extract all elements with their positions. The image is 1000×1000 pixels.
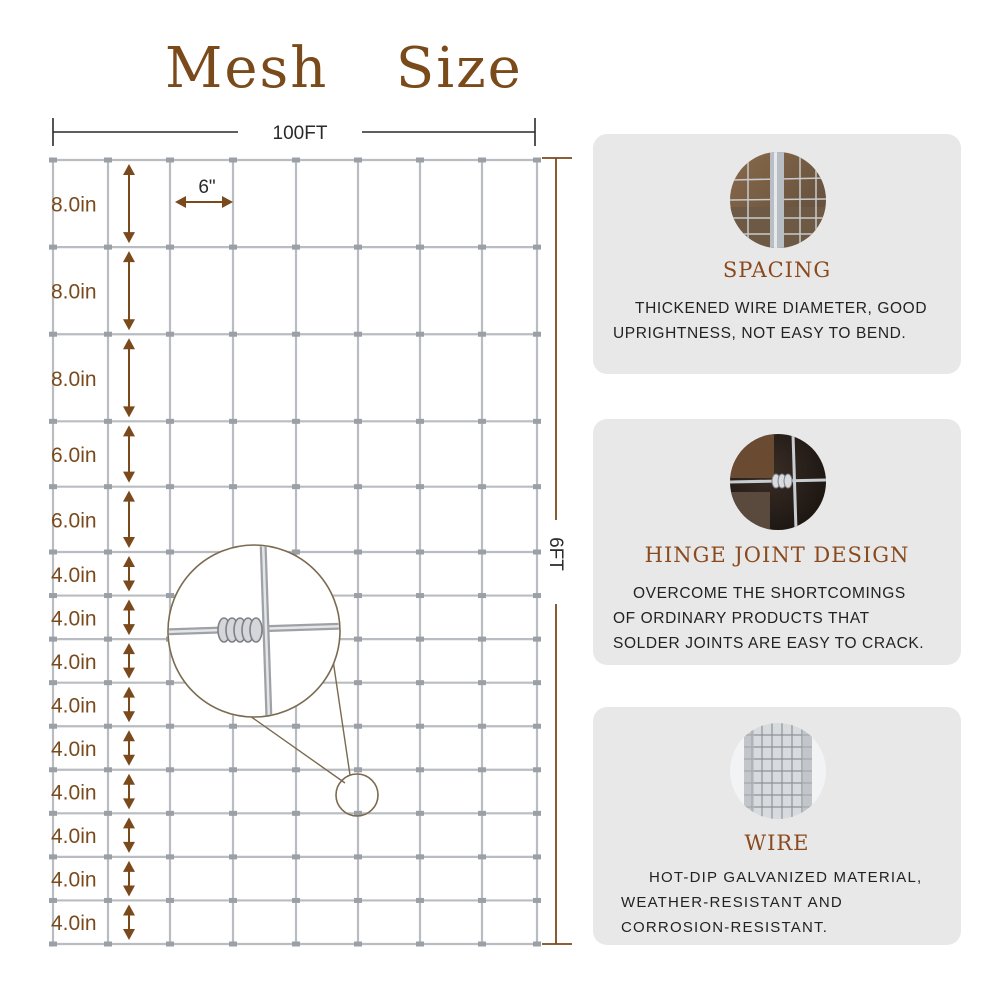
wire-knot <box>533 332 541 337</box>
wire-knot <box>104 332 112 337</box>
row-spacing-label: 8.0in <box>51 367 97 391</box>
wire-knot <box>104 811 112 816</box>
wire-knot <box>533 724 541 729</box>
wire-knot <box>49 550 57 555</box>
wire-knot <box>104 484 112 489</box>
row-spacing-arrow <box>123 904 135 940</box>
wire-knot <box>292 158 300 163</box>
wire-knot <box>478 245 486 250</box>
wire-knot <box>166 724 174 729</box>
wire-knot <box>292 332 300 337</box>
wire-knot <box>292 484 300 489</box>
wire-knot <box>292 942 300 947</box>
wire-knot <box>166 811 174 816</box>
wire-knot <box>104 724 112 729</box>
wire-knot <box>478 158 486 163</box>
row-spacing-arrow <box>123 730 135 766</box>
page-title: Mesh Size <box>165 36 523 101</box>
wire-knot <box>533 484 541 489</box>
wire-knot <box>354 593 362 598</box>
wire-knot <box>166 680 174 685</box>
wire-knot <box>166 550 174 555</box>
wire-knot <box>166 245 174 250</box>
wire-knot <box>354 484 362 489</box>
wire-knot <box>416 484 424 489</box>
wire-knot <box>478 767 486 772</box>
wire-knot <box>104 593 112 598</box>
wire-knot <box>533 245 541 250</box>
row-spacing-arrow <box>123 643 135 679</box>
wire-knot <box>229 942 237 947</box>
wire-knot <box>416 637 424 642</box>
row-spacing-label: 4.0in <box>51 650 97 674</box>
wire-knot <box>478 484 486 489</box>
wire-knot <box>533 942 541 947</box>
row-spacing-label: 4.0in <box>51 781 97 805</box>
wire-knot <box>478 942 486 947</box>
wire-knot <box>166 942 174 947</box>
row-spacing-label: 4.0in <box>51 563 97 587</box>
wire-knot <box>416 854 424 859</box>
wire-knot <box>229 245 237 250</box>
wire-knot <box>49 898 57 903</box>
card-title: HINGE JOINT DESIGN <box>644 543 910 567</box>
wire-knot <box>166 854 174 859</box>
zoom-callout <box>160 540 378 816</box>
wire-knot <box>416 680 424 685</box>
wire-knot <box>229 811 237 816</box>
wire-knot <box>49 637 57 642</box>
wire-knot <box>354 637 362 642</box>
wire-knot <box>229 898 237 903</box>
wire-knot <box>166 419 174 424</box>
wire-knot <box>104 550 112 555</box>
wire-knot <box>416 767 424 772</box>
wire-knot <box>416 332 424 337</box>
wire-knot <box>104 898 112 903</box>
wire-knot <box>354 898 362 903</box>
row-spacing-label: 6.0in <box>51 509 97 533</box>
row-spacing-arrow <box>123 164 135 243</box>
wire-knot <box>49 724 57 729</box>
wire-card <box>593 707 961 945</box>
row-spacing-label: 8.0in <box>51 193 97 217</box>
row-spacing-arrow <box>123 817 135 853</box>
wire-knot <box>478 550 486 555</box>
row-spacing-label: 4.0in <box>51 825 97 849</box>
row-spacing-arrow <box>123 774 135 810</box>
row-spacing-label: 6.0in <box>51 444 97 467</box>
wire-knot <box>478 637 486 642</box>
wire-knot <box>354 680 362 685</box>
wire-knot <box>292 811 300 816</box>
wire-knot <box>292 419 300 424</box>
fence-post-icon <box>730 152 826 248</box>
wire-knot <box>292 898 300 903</box>
hinge-joint-icon <box>730 434 826 530</box>
wire-knot <box>49 158 57 163</box>
wire-coil <box>250 618 262 642</box>
wire-knot <box>49 245 57 250</box>
wire-knot <box>104 637 112 642</box>
wire-knot <box>354 419 362 424</box>
wire-knot <box>416 550 424 555</box>
wire-knot <box>292 854 300 859</box>
wire-knot <box>478 724 486 729</box>
wire-knot <box>104 942 112 947</box>
row-spacing-label: 4.0in <box>51 738 97 761</box>
row-spacing-label: 4.0in <box>51 868 97 892</box>
wire-knot <box>166 767 174 772</box>
wire-knot <box>533 550 541 555</box>
row-spacing-label: 4.0in <box>51 607 97 631</box>
row-spacing-arrow <box>123 556 135 592</box>
wire-knot <box>104 419 112 424</box>
width-label: 100FT <box>272 123 328 144</box>
row-spacing-arrow <box>123 687 135 723</box>
wire-knot <box>478 680 486 685</box>
wire-knot <box>533 898 541 903</box>
wire-knot <box>533 593 541 598</box>
wire-knot <box>416 942 424 947</box>
wire-knot <box>416 724 424 729</box>
wire-knot <box>104 854 112 859</box>
row-spacing-label: 8.0in <box>51 280 97 304</box>
wire-knot <box>354 158 362 163</box>
card-title: SPACING <box>722 258 832 282</box>
wire-knot <box>354 550 362 555</box>
wire-knot <box>478 811 486 816</box>
height-label: 6FT <box>545 537 566 571</box>
wire-knot <box>533 767 541 772</box>
wire-knot <box>104 245 112 250</box>
wire-knot <box>533 811 541 816</box>
wire-knot <box>166 898 174 903</box>
wire-knot <box>292 245 300 250</box>
wire-knot <box>354 245 362 250</box>
wire-knot <box>166 484 174 489</box>
wire-knot <box>533 419 541 424</box>
wire-knot <box>478 854 486 859</box>
wire-knot <box>229 419 237 424</box>
wire-knot <box>478 898 486 903</box>
wire-knot <box>166 593 174 598</box>
row-spacing-arrow <box>123 491 135 548</box>
card-text: THICKENED WIRE DIAMETER, GOOD UPRIGHTNESS, NOT EASY TO BEND. <box>613 300 928 342</box>
wire-knot <box>533 637 541 642</box>
wire-knot <box>229 854 237 859</box>
spacing-label: 6" <box>198 177 216 198</box>
wire-knot <box>229 332 237 337</box>
wire-knot <box>229 767 237 772</box>
row-spacing-label: 4.0in <box>51 694 97 718</box>
card-text: OVERCOME THE SHORTCOMINGS OF ORDINARY PRODUCTS THAT SOLDER JOINTS ARE EASY TO CRACK. <box>613 585 925 652</box>
row-spacing-arrow <box>123 861 135 897</box>
row-spacing-label: 4.0in <box>51 912 97 936</box>
wire-knot <box>416 245 424 250</box>
wire-knot <box>354 767 362 772</box>
wire-knot <box>416 593 424 598</box>
wire-roll-icon <box>730 723 826 819</box>
wire-knot <box>416 419 424 424</box>
row-spacing-arrow <box>123 425 135 482</box>
row-labels <box>51 194 97 936</box>
wire-knot <box>229 158 237 163</box>
card-title: WIRE <box>744 831 810 855</box>
wire-knot <box>354 942 362 947</box>
wire-knot <box>416 158 424 163</box>
wire-knot <box>416 898 424 903</box>
wire-knot <box>478 593 486 598</box>
wire-knot <box>104 680 112 685</box>
wire-knot <box>354 332 362 337</box>
wire-knot <box>49 854 57 859</box>
wire-knot <box>478 419 486 424</box>
wire-knot <box>533 854 541 859</box>
wire-knot <box>478 332 486 337</box>
wire-knot <box>49 942 57 947</box>
wire-knot <box>166 158 174 163</box>
row-spacing-arrow <box>123 600 135 636</box>
wire-knot <box>49 680 57 685</box>
wire-knot <box>49 767 57 772</box>
hinge-joint-card <box>593 419 961 665</box>
wire-knot <box>49 811 57 816</box>
wire-knot <box>229 724 237 729</box>
wire-knot <box>49 332 57 337</box>
wire-knot <box>416 811 424 816</box>
wire-knot <box>104 767 112 772</box>
wire-knot <box>49 484 57 489</box>
wire-knot <box>292 724 300 729</box>
row-spacing-arrow <box>123 251 135 330</box>
card-text: HOT-DIP GALVANIZED MATERIAL, WEATHER-RESISTANT AND CORROSION-RESISTANT. <box>621 869 923 936</box>
row-spacing-arrow <box>123 338 135 417</box>
wire-knot <box>166 332 174 337</box>
wire-knot <box>533 680 541 685</box>
wire-knot <box>354 854 362 859</box>
wire-knot <box>229 484 237 489</box>
wire-knot <box>104 158 112 163</box>
spacing-card <box>593 134 961 374</box>
wire-knot <box>533 158 541 163</box>
wire-knot <box>49 593 57 598</box>
wire-knot <box>354 724 362 729</box>
wire-knot <box>292 767 300 772</box>
wire-knot <box>49 419 57 424</box>
